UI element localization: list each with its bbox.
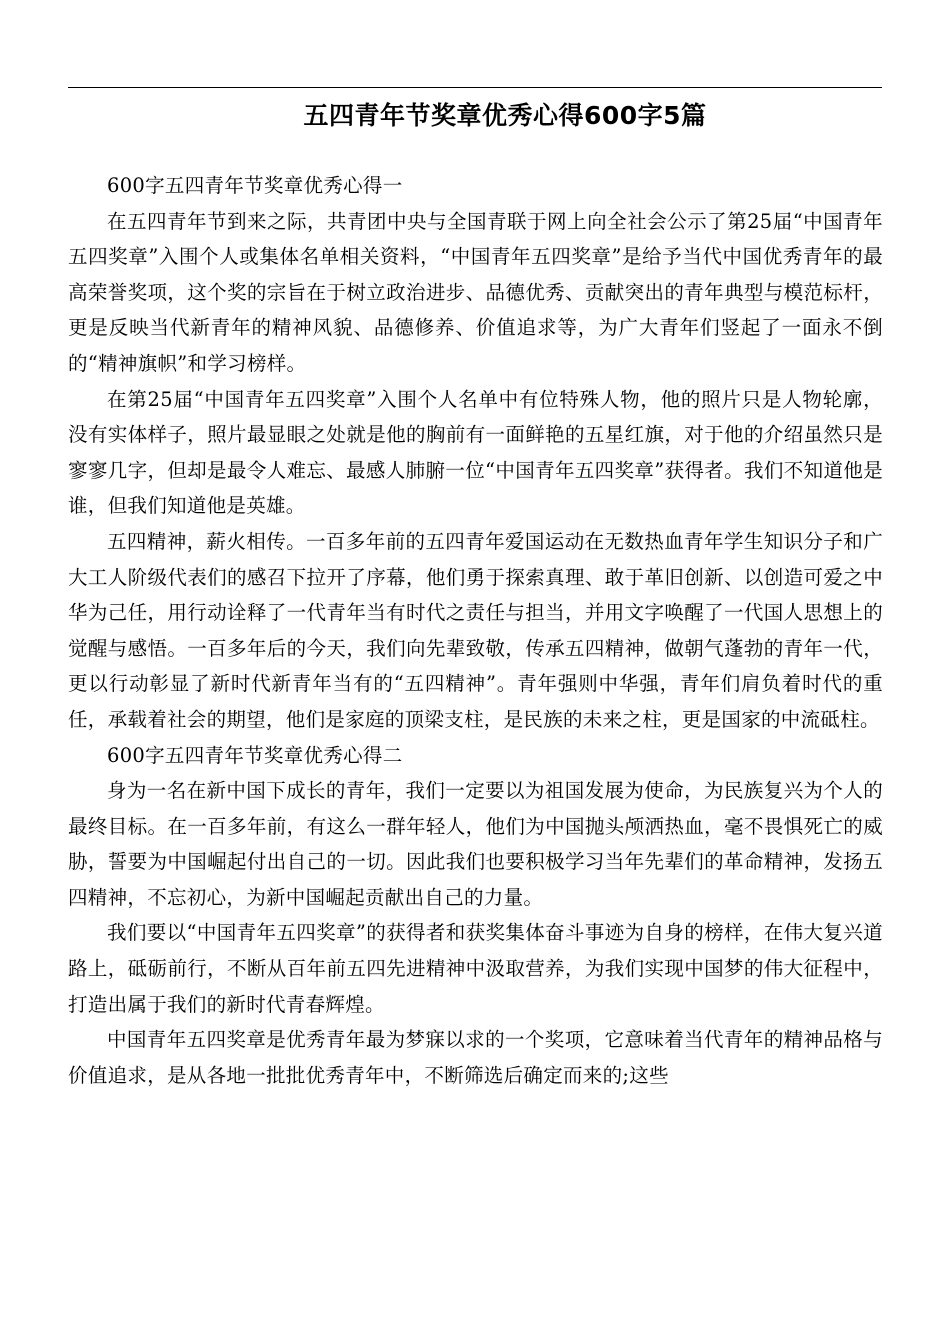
document-body <box>68 168 883 1093</box>
paragraph: 五四精神，薪火相传。一百多年前的五四青年爱国运动在无数热血青年学生知识分子和广大工人阶级代表们的感召下拉开了序幕，他们勇于探索真理、敢于革旧创新、以创造可爱之中华为己任，用行动诠释了一代青年当有时代之责任与担当，并用文字唤醒了一代国人思想上的觉醒与感悟。一百多年后的今天，我们向先辈致敬，传承五四精神，做朝气蓬勃的青年一代，更以行动彰显了新时代新青年当有的“五四精神”。青年强则中华强，青年们肩负着时代的重任，承载着社会的期望，他们是家庭的顶梁支柱，是民族的未来之柱，更是国家的中流砥柱。 <box>68 529 883 731</box>
header-rule <box>68 87 882 88</box>
section-heading: 600字五四青年节奖章优秀心得二 <box>107 743 403 767</box>
paragraph: 中国青年五四奖章是优秀青年最为梦寐以求的一个奖项，它意味着当代青年的精神品格与价值追求，是从各地一批批优秀青年中，不断筛选后确定而来的;这些 <box>68 1028 883 1087</box>
paragraph: 在五四青年节到来之际，共青团中央与全国青联于网上向全社会公示了第25届“中国青年五四奖章”入围个人或集体名单相关资料，“中国青年五四奖章”是给予当代中国优秀青年的最高荣誉奖项，这个奖的宗旨在于树立政治进步、品德优秀、贡献突出的青年典型与模范标杆，更是反映当代新青年的精神风貌、品德修养、价值追求等，为广大青年们竖起了一面永不倒的“精神旗帜”和学习榜样。 <box>68 209 883 375</box>
section-heading: 600字五四青年节奖章优秀心得一 <box>107 174 403 197</box>
paragraph: 在第25届“中国青年五四奖章”入围个人名单中有位特殊人物，他的照片只是人物轮廓，没有实体样子，照片最显眼之处就是他的胸前有一面鲜艳的五星红旗，对于他的介绍虽然只是寥寥几字，但却是最令人难忘、最感人肺腑一位“中国青年五四奖章”获得者。我们不知道他是谁，但我们知道他是英雄。 <box>68 387 883 518</box>
paragraph: 身为一名在新中国下成长的青年，我们一定要以为祖国发展为使命，为民族复兴为个人的最终目标。在一百多年前，有这么一群年轻人，他们为中国抛头颅洒热血，毫不畏惧死亡的威胁，誓要为中国崛起付出自己的一切。因此我们也要积极学习当年先辈们的革命精神，发扬五四精神，不忘初心，为新中国崛起贡献出自己的力量。 <box>68 779 883 909</box>
document-title: 五四青年节奖章优秀心得600字5篇 <box>303 101 707 130</box>
paragraph: 我们要以“中国青年五四奖章”的获得者和获奖集体奋斗事迹为自身的榜样，在伟大复兴道路上，砥砺前行，不断从百年前五四先进精神中汲取营养，为我们实现中国梦的伟大征程中，打造出属于我们的新时代青春辉煌。 <box>68 921 883 1016</box>
